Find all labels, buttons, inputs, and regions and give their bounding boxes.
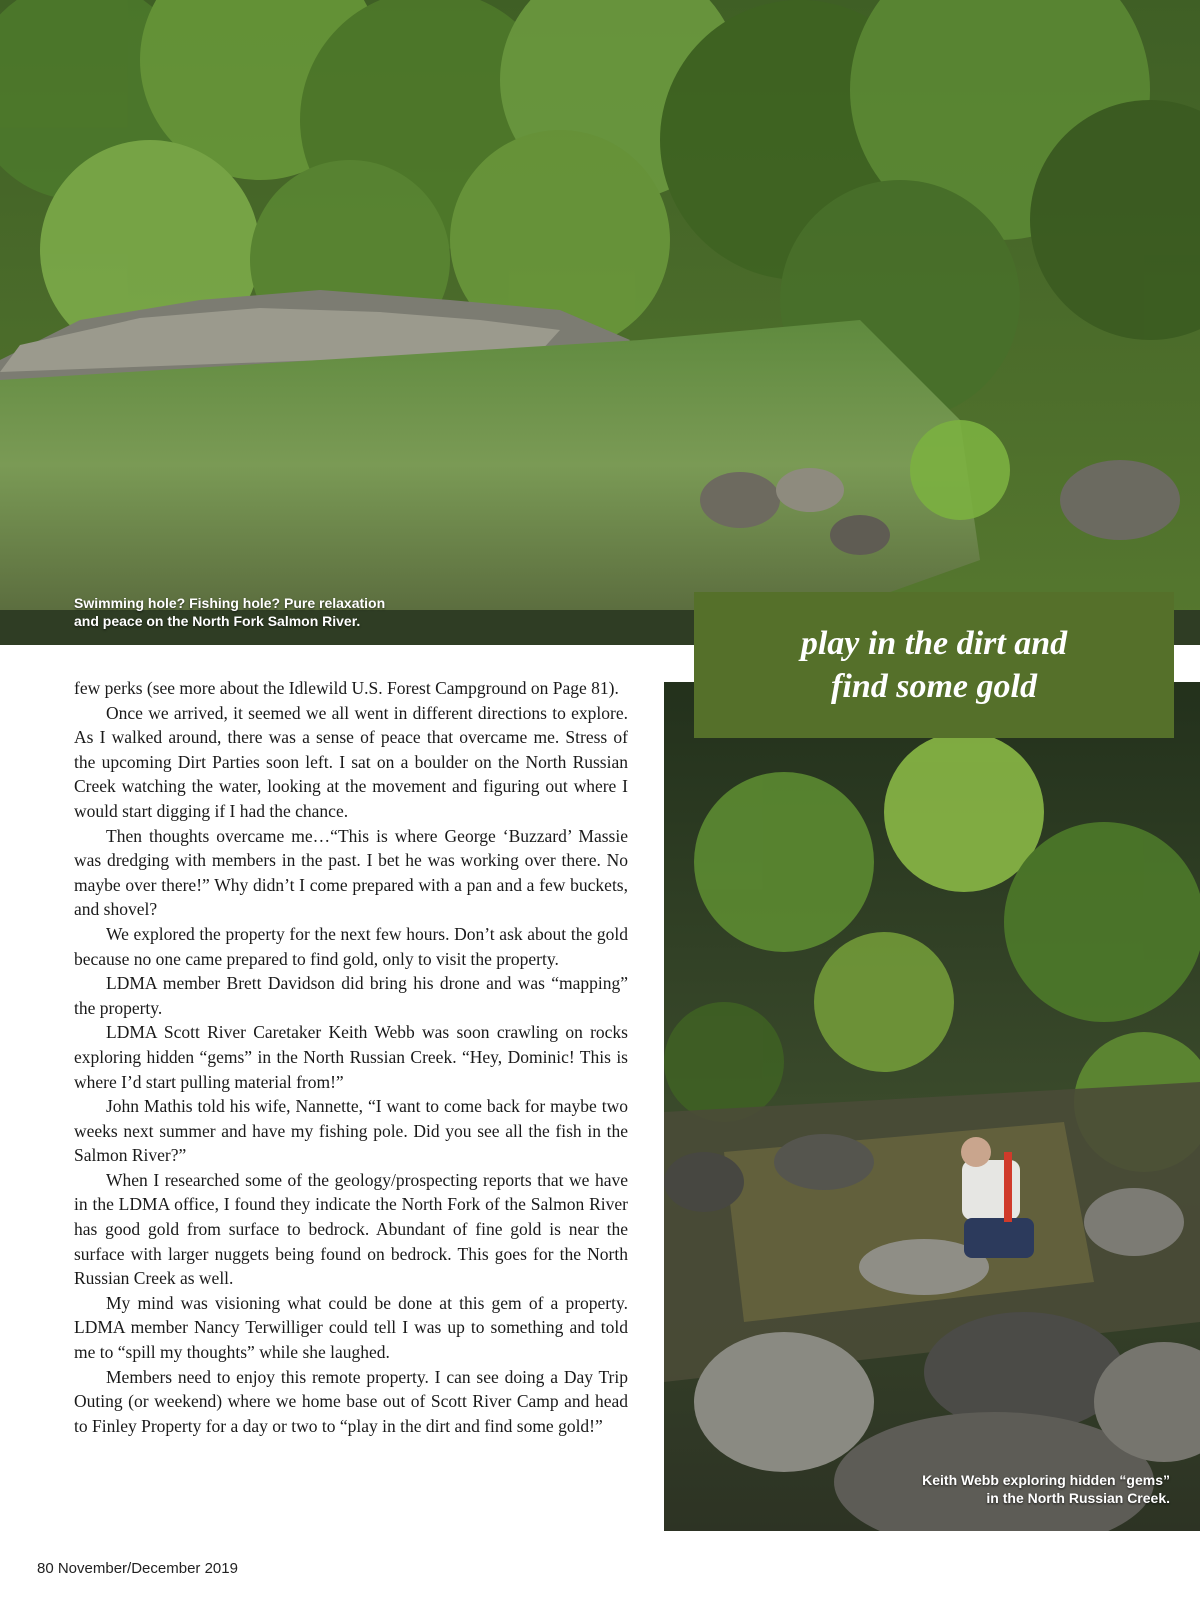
article-paragraph: When I researched some of the geology/prospecting reports that we have in the LDMA office, I found they indicate the North Fork of the Salmon River has good gold from surface to bedrock. Abundant of fine gold is near the surface with larger nuggets being found on bedrock. This goes for the North Russian Creek as well. <box>74 1169 628 1289</box>
article-paragraph: LDMA Scott River Caretaker Keith Webb was soon crawling on rocks exploring hidden “gems” in the North Russian Creek. “Hey, Dominic! This is where I’d start pulling material from!” <box>74 1022 628 1092</box>
article-body <box>74 676 628 1438</box>
creek-photo-caption-line: in the North Russian Creek. <box>986 1490 1170 1506</box>
pull-quote-line: play in the dirt and <box>800 625 1068 662</box>
creek-photo <box>664 682 1200 1531</box>
creek-photo-caption-line: Keith Webb exploring hidden “gems” <box>922 1472 1170 1488</box>
article-paragraph: Once we arrived, it seemed we all went in different directions to explore. As I walked around, there was a sense of peace that overcame me. Stress of the upcoming Dirt Parties soon left. I sat on a boulder on the North Russian Creek watching the water, looking at the movement and figuring out where I would start digging if I had the chance. <box>74 702 628 821</box>
article-paragraph: We explored the property for the next few hours. Don’t ask about the gold because no one came prepared to find gold, only to visit the property. <box>74 923 628 969</box>
creek-photo-illustration <box>664 682 1200 1531</box>
river-photo <box>0 0 1200 645</box>
article-paragraph: few perks (see more about the Idlewild U.S. Forest Campground on Page 81). <box>74 678 619 698</box>
article-paragraph: Members need to enjoy this remote property. I can see doing a Day Trip Outing (or weekend) where we home base out of Scott River Camp and head to Finley Property for a day or two to “play in the dirt and find some gold!” <box>74 1366 628 1436</box>
pull-quote <box>694 592 1174 738</box>
top-photo-caption-line: Swimming hole? Fishing hole? Pure relaxation <box>74 595 386 611</box>
article-paragraph: My mind was visioning what could be done at this gem of a property. LDMA member Nancy Terwilliger could tell I was up to something and told me to “spill my thoughts” while she laughed. <box>74 1292 628 1363</box>
top-photo-caption <box>74 594 494 630</box>
pull-quote-line: find some gold <box>831 668 1037 705</box>
article-paragraph: John Mathis told his wife, Nannette, “I want to come back for maybe two weeks next summer and have my fishing pole. Did you see all the fish in the Salmon River?” <box>74 1096 628 1166</box>
river-photo-illustration <box>0 0 1200 645</box>
page-folio: 80 November/December 2019 <box>37 1560 238 1577</box>
creek-photo-caption <box>840 1471 1170 1507</box>
article-paragraph: LDMA member Brett Davidson did bring his drone and was “mapping” the property. <box>74 973 628 1018</box>
top-photo-caption-line: and peace on the North Fork Salmon River. <box>74 613 361 629</box>
article-paragraph: Then thoughts overcame me…“This is where George ‘Buzzard’ Massie was dredging with members in the past. I bet he was working over there. No maybe over there!” Why didn’t I come prepared with a pan and a few buckets, and shovel? <box>74 825 628 920</box>
